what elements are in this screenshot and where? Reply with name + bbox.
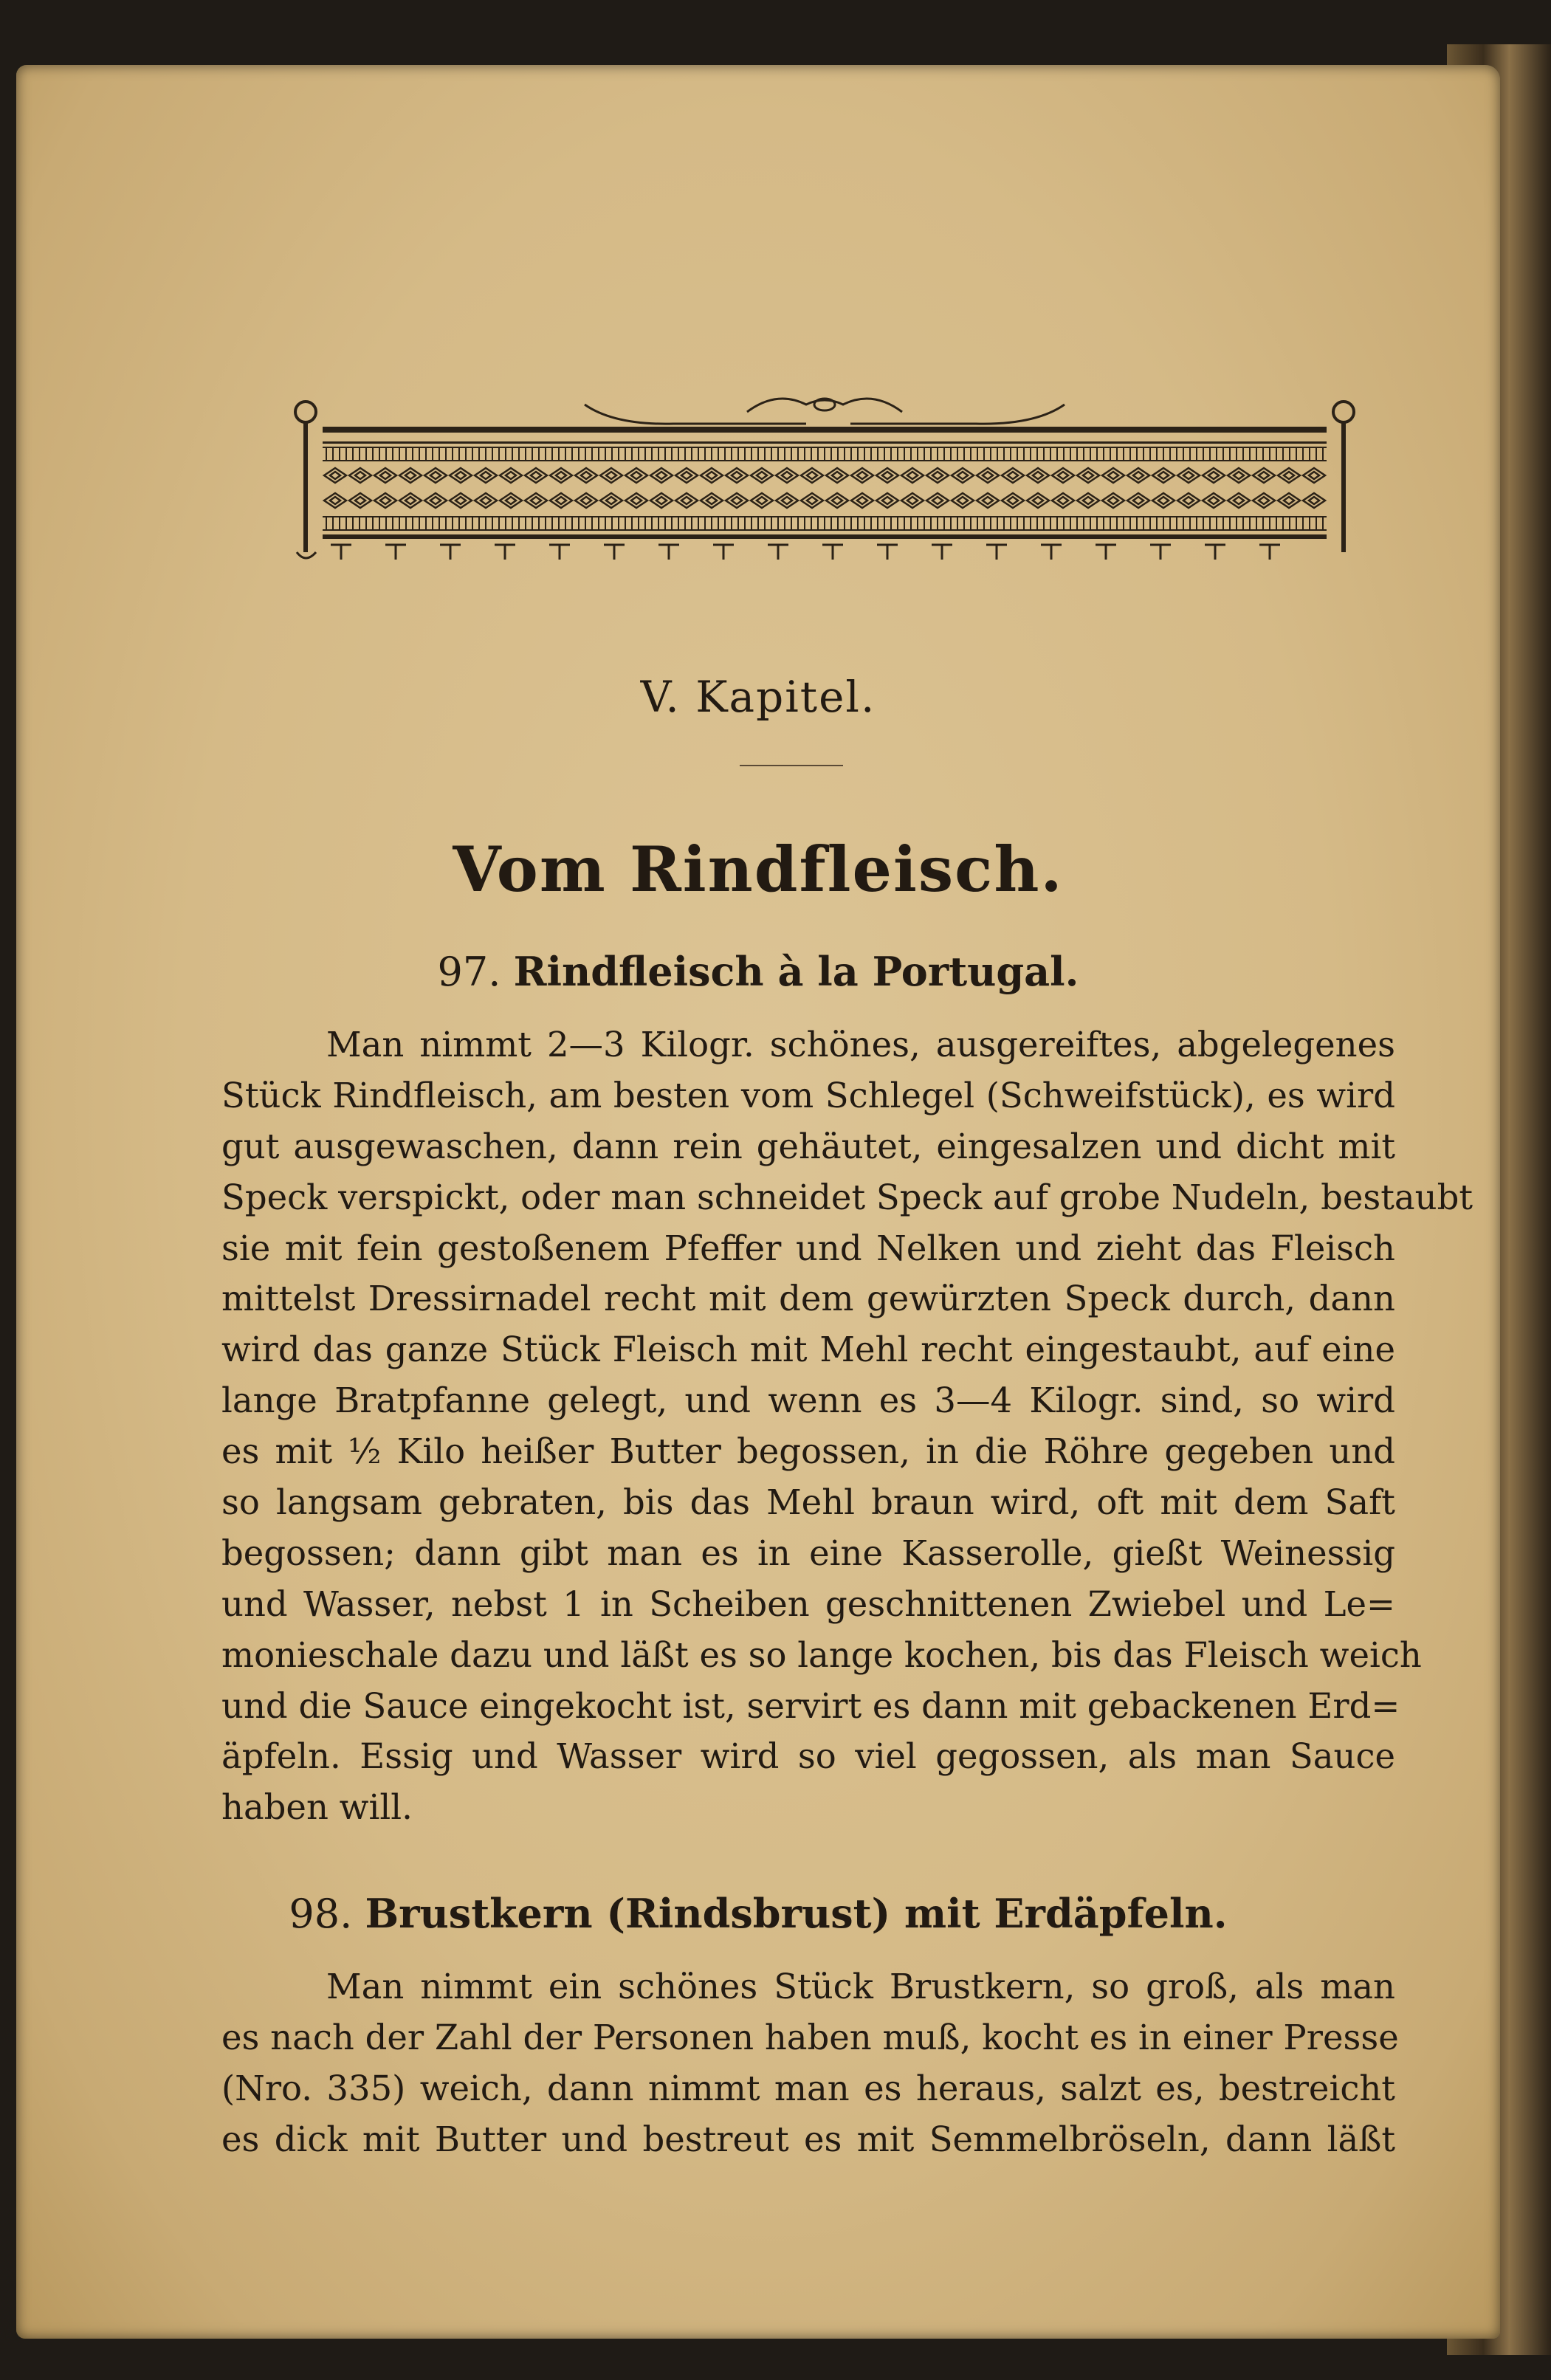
recipe-name: Brustkern (Rindsbrust) mit Erdäpfeln.	[365, 1890, 1228, 1937]
book-page	[16, 65, 1500, 2339]
chapter-divider	[740, 765, 843, 766]
text-line: äpfeln. Essig und Wasser wird so viel gegossen, als man Sauce	[221, 1736, 1395, 1777]
page-content	[16, 65, 1500, 2339]
text-line: begossen; dann gibt man es in eine Kasserolle, gießt Weinessig	[221, 1533, 1395, 1573]
recipe-name: Rindfleisch à la Portugal.	[513, 948, 1079, 995]
decorative-header-ornament	[289, 331, 1360, 567]
text-line: und Wasser, nebst 1 in Scheiben geschnittenen Zwiebel und Le=	[221, 1583, 1395, 1624]
recipe-body	[221, 1019, 1473, 1833]
text-line: es nach der Zahl der Personen haben muß, kocht es in einer Presse	[221, 2017, 1399, 2057]
text-line: Man nimmt ein schönes Stück Brustkern, so groß, als man	[326, 1967, 1395, 2006]
text-line: haben will.	[221, 1787, 413, 1828]
text-line: Stück Rindfleisch, am besten vom Schlegel (Schweifstück), es wird	[221, 1075, 1395, 1115]
recipe-number: 98.	[289, 1891, 353, 1937]
recipe-heading	[16, 1890, 1500, 1937]
text-line: so langsam gebraten, bis das Mehl braun wird, oft mit dem Saft	[221, 1482, 1395, 1523]
text-line: Speck verspickt, oder man schneidet Speck auf grobe Nudeln, bestaubt	[221, 1177, 1473, 1217]
text-line: (Nro. 335) weich, dann nimmt man es heraus, salzt es, bestreicht	[221, 2068, 1395, 2108]
recipe-number: 97.	[437, 949, 501, 995]
text-line: mittelst Dressirnadel recht mit dem gewürzten Speck durch, dann	[221, 1279, 1395, 1319]
text-line: es dick mit Butter und bestreut es mit Semmelbröseln, dann läßt	[221, 2119, 1395, 2159]
text-line: und die Sauce eingekocht ist, servirt es dann mit gebackenen Erd=	[221, 1685, 1400, 1726]
chapter-title: V. Kapitel.	[640, 672, 876, 722]
text-line: gut ausgewaschen, dann rein gehäutet, eingesalzen und dicht mit	[221, 1126, 1395, 1166]
recipe-body	[221, 1961, 1399, 2165]
text-line: monieschale dazu und läßt es so lange kochen, bis das Fleisch weich	[221, 1634, 1422, 1675]
text-line: es mit ½ Kilo heißer Butter begossen, in die Röhre gegeben und	[221, 1431, 1395, 1472]
recipe-heading	[16, 948, 1500, 995]
text-line: sie mit fein gestoßenem Pfeffer und Nelken und zieht das Fleisch	[221, 1228, 1395, 1268]
text-line: lange Bratpfanne gelegt, und wenn es 3—4 Kilogr. sind, so wird	[221, 1380, 1395, 1421]
text-line: wird das ganze Stück Fleisch mit Mehl recht eingestaubt, auf eine	[221, 1330, 1395, 1370]
text-line: Man nimmt 2—3 Kilogr. schönes, ausgereiftes, abgelegenes	[326, 1025, 1395, 1065]
section-title: Vom Rindfleisch.	[453, 833, 1064, 906]
